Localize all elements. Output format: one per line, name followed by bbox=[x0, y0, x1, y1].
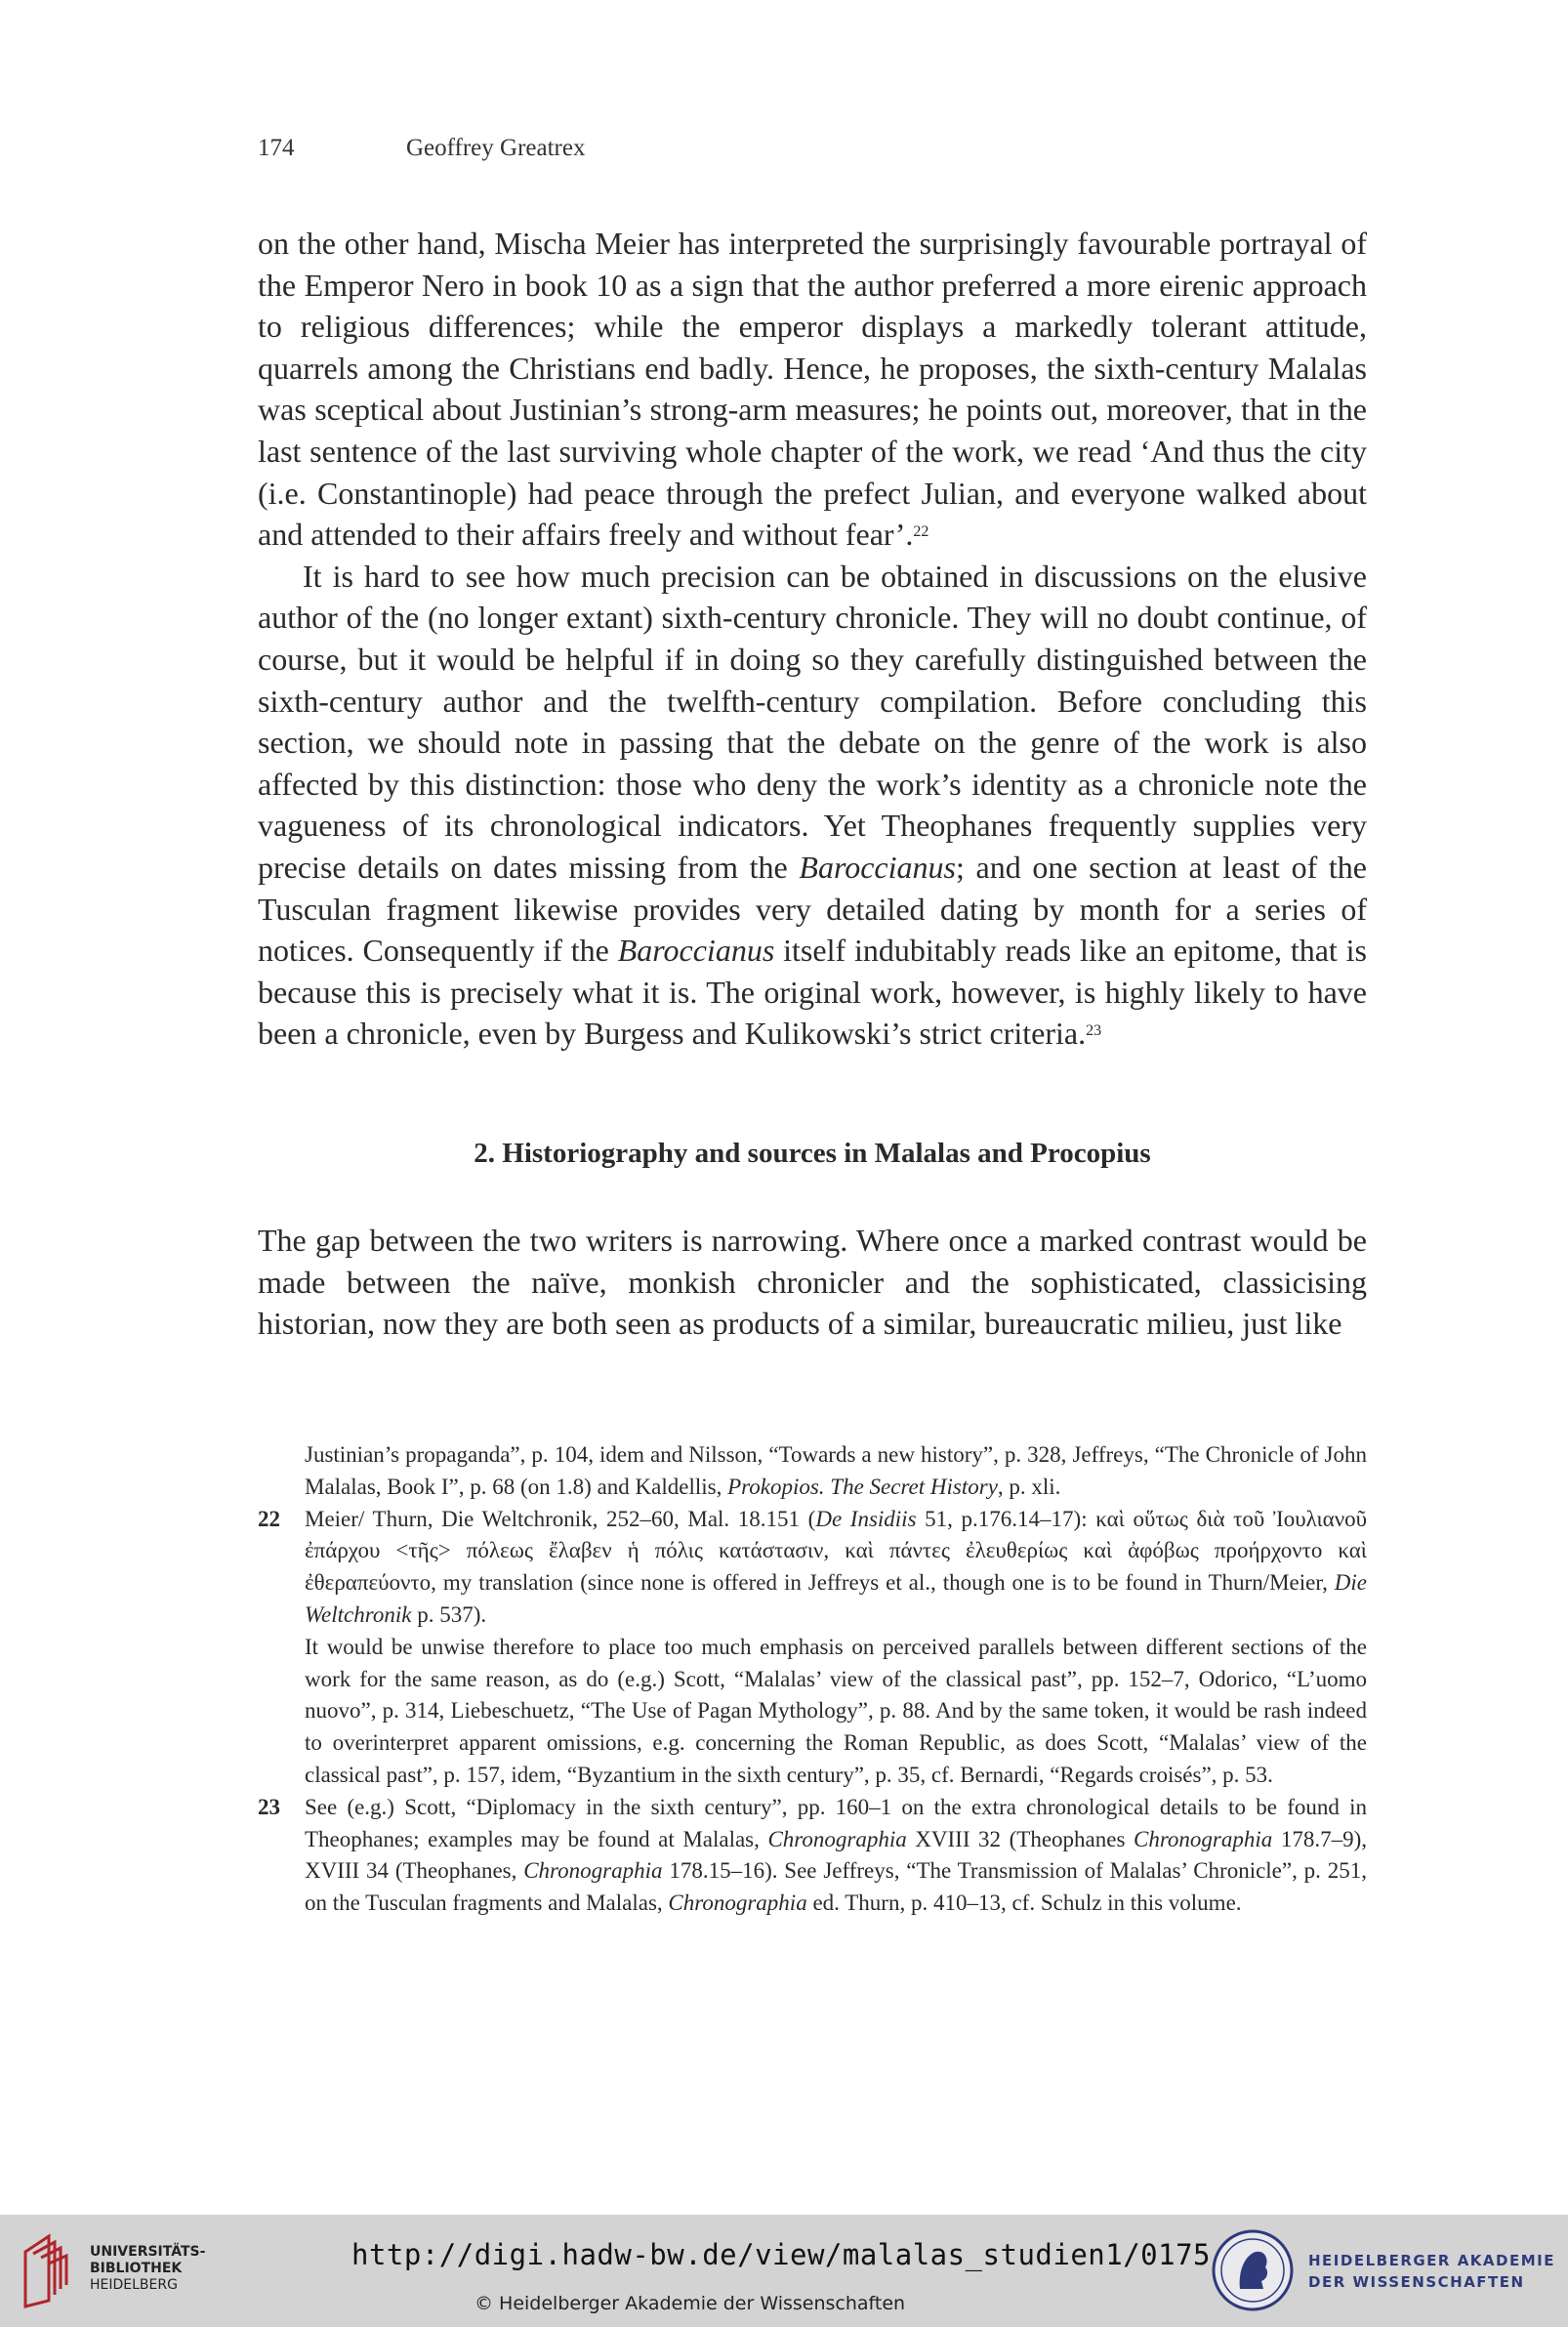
footnote-23-text-e: ed. Thurn, p. 410–13, cf. Schulz in this volume. bbox=[806, 1891, 1242, 1916]
copyright-notice: © Heidelberger Akademie der Wissenschaften bbox=[475, 2293, 906, 2314]
footnote-22-text-a: Meier/ Thurn, Die Weltchronik, 252–60, Mal. 18.151 ( bbox=[305, 1506, 816, 1531]
footnote-22-italic-b: Die Weltchronik bbox=[305, 1570, 1367, 1627]
paragraph-2-italic-a: Baroccianus bbox=[799, 849, 956, 885]
university-library-name bbox=[90, 2244, 205, 2294]
academy-name-line2: DER WISSENSCHAFTEN bbox=[1308, 2273, 1525, 2291]
footnote-continuation-text-a: Justinian’s propaganda”, p. 104, idem and Nilsson, “Towards a new history”, p. 328, Jeffreys, “The Chronicle of John Malalas, Book I”, p. 68 (on 1.8) and Kaldellis, bbox=[305, 1442, 1367, 1499]
footnote-23-italic-c: Chronographia bbox=[523, 1858, 663, 1884]
footnote-ref-23: 23 bbox=[1086, 1022, 1102, 1040]
footnote-ref-22: 22 bbox=[913, 523, 929, 541]
footnote-23-text-d: 178.15–16). See Jeffreys, “The Transmission of Malalas’ Chronicle”, p. 251, on the Tusculan fragments and Malalas, bbox=[305, 1858, 1367, 1916]
footnote-23 bbox=[258, 1792, 1367, 1920]
footnotes bbox=[258, 1439, 1367, 1920]
footnote-continuation-text-b: , p. xli. bbox=[997, 1474, 1061, 1499]
paragraph-2-text-c: itself indubitably reads like an epitome, that is because this is precisely what it is. The original work, however, is highly likely to have been a chronicle, even by Burgess and Kulikowski’s strict criteria. bbox=[258, 933, 1367, 1052]
section-heading: 2. Historiography and sources in Malalas and Procopius bbox=[474, 1138, 1151, 1169]
paragraph-2-text-b: ; and one section at least of the Tusculan fragment likewise provides very detailed dating by month for a series of notices. Consequently if the bbox=[258, 849, 1368, 969]
library-name-line2: BIBLIOTHEK bbox=[90, 2261, 183, 2276]
section-text bbox=[258, 1220, 1367, 1345]
viewer-footer bbox=[0, 2215, 1568, 2327]
running-head-author: Geoffrey Greatrex bbox=[406, 135, 586, 161]
footnote-23-italic-a: Chronographia bbox=[767, 1826, 907, 1851]
paragraph-2 bbox=[258, 556, 1367, 1055]
footnote-continuation bbox=[258, 1439, 1367, 1504]
library-name-line1: UNIVERSITÄTS- bbox=[90, 2244, 206, 2260]
footnote-23-italic-b: Chronographia bbox=[1133, 1826, 1273, 1851]
footnote-23-text-a: See (e.g.) Scott, “Diplomacy in the sixth century”, pp. 160–1 on the extra chronological details to be found in Theophanes; examples may be found at Malalas, bbox=[305, 1794, 1367, 1851]
academy-name-line1: HEIDELBERGER AKADEMIE bbox=[1308, 2252, 1555, 2269]
permalink-url[interactable]: http://digi.hadw-bw.de/view/malalas_studien1/0175 bbox=[351, 2238, 1212, 2271]
footnote-22 bbox=[258, 1504, 1367, 1632]
library-name-line3: HEIDELBERG bbox=[90, 2277, 178, 2293]
main-text bbox=[258, 223, 1367, 1055]
footnote-continuation-italic: Prokopios. The Secret History bbox=[727, 1474, 998, 1499]
footnote-22-number: 22 bbox=[258, 1506, 280, 1531]
footnote-23-text-b: XVIII 32 (Theophanes bbox=[906, 1826, 1134, 1851]
paragraph-2-text-a: It is hard to see how much precision can be obtained in discussions on the elusive author of the (no longer extant) sixth-century chronicle. They will no doubt continue, of course, but it would be helpful if in doing so they carefully distinguished between the sixth-century author and the twelfth-century compilation. Before concluding this section, we should note in passing that the debate on the genre of the work is also affected by this distinction: those who deny the work’s identity as a chronicle note the vagueness of its chronological indicators. Yet Theophanes frequently supplies very precise details on dates missing from the bbox=[258, 558, 1367, 885]
footnote-22-text-b: 51, p.176.14–17): καὶ οὕτως διὰ τοῦ Ἰουλιανοῦ ἐπάρχου <τῆς> πόλεως ἔλαβεν ἡ πόλις κατάστασιν, καὶ πάντες ἐλευθερίως καὶ ἀφόβως προήρχοντο καὶ ἐθεραπεύοντο, my translation (since none is offered in Jeffreys et al., though one is to be found in Thurn/Meier, bbox=[305, 1506, 1368, 1596]
footnote-23-text-c: 178.7–9), XVIII 34 (Theophanes, bbox=[305, 1826, 1367, 1884]
university-library-logo-icon[interactable] bbox=[20, 2230, 80, 2310]
paragraph-1-text: on the other hand, Mischa Meier has interpreted the surprisingly favourable portrayal of the Emperor Nero in book 10 as a sign that the author preferred a more eirenic approach to religious differences; while the emperor displays a markedly tolerant attitude, quarrels among the Christians end badly. Hence, he proposes, the sixth-century Malalas was sceptical about Justinian’s strong-arm measures; he points out, moreover, that in the last sentence of the last surviving whole chapter of the work, we read ‘And thus the city (i.e. Constantinople) had peace through the prefect Julian, and everyone walked about and attended to their affairs freely and without fear’. bbox=[258, 226, 1367, 553]
footnote-23-number: 23 bbox=[258, 1794, 280, 1819]
section-paragraph: The gap between the two writers is narrowing. Where once a marked contrast would be made between the naïve, monkish chronicler and the sophisticated, classicising historian, now they are both seen as products of a similar, bureaucratic milieu, just like bbox=[258, 1223, 1367, 1342]
academy-seal-icon[interactable] bbox=[1211, 2228, 1295, 2312]
paragraph-2-italic-b: Baroccianus bbox=[617, 933, 775, 969]
page-number: 174 bbox=[258, 135, 295, 161]
footnote-22-italic-a: De Insidiis bbox=[815, 1506, 917, 1531]
academy-name bbox=[1308, 2250, 1555, 2293]
footnote-22-text-c: p. 537). bbox=[411, 1601, 487, 1627]
footnote-23-italic-d: Chronographia bbox=[668, 1891, 807, 1916]
paragraph-1 bbox=[258, 223, 1367, 556]
footnote-22-continued: It would be unwise therefore to place too much emphasis on perceived parallels between different sections of the work for the same reason, as do (e.g.) Scott, “Malalas’ view of the classical past”, pp. 152–7, Odorico, “L’uomo nuovo”, p. 314, Liebeschuetz, “The Use of Pagan Mythology”, p. 88. And by the same token, it would be rash indeed to overinterpret apparent omissions, e.g. concerning the Roman Republic, as does Scott, “Malalas’ view of the classical past”, p. 157, idem, “Byzantium in the sixth century”, p. 35, cf. Bernardi, “Regards croisés”, p. 53. bbox=[305, 1634, 1367, 1787]
